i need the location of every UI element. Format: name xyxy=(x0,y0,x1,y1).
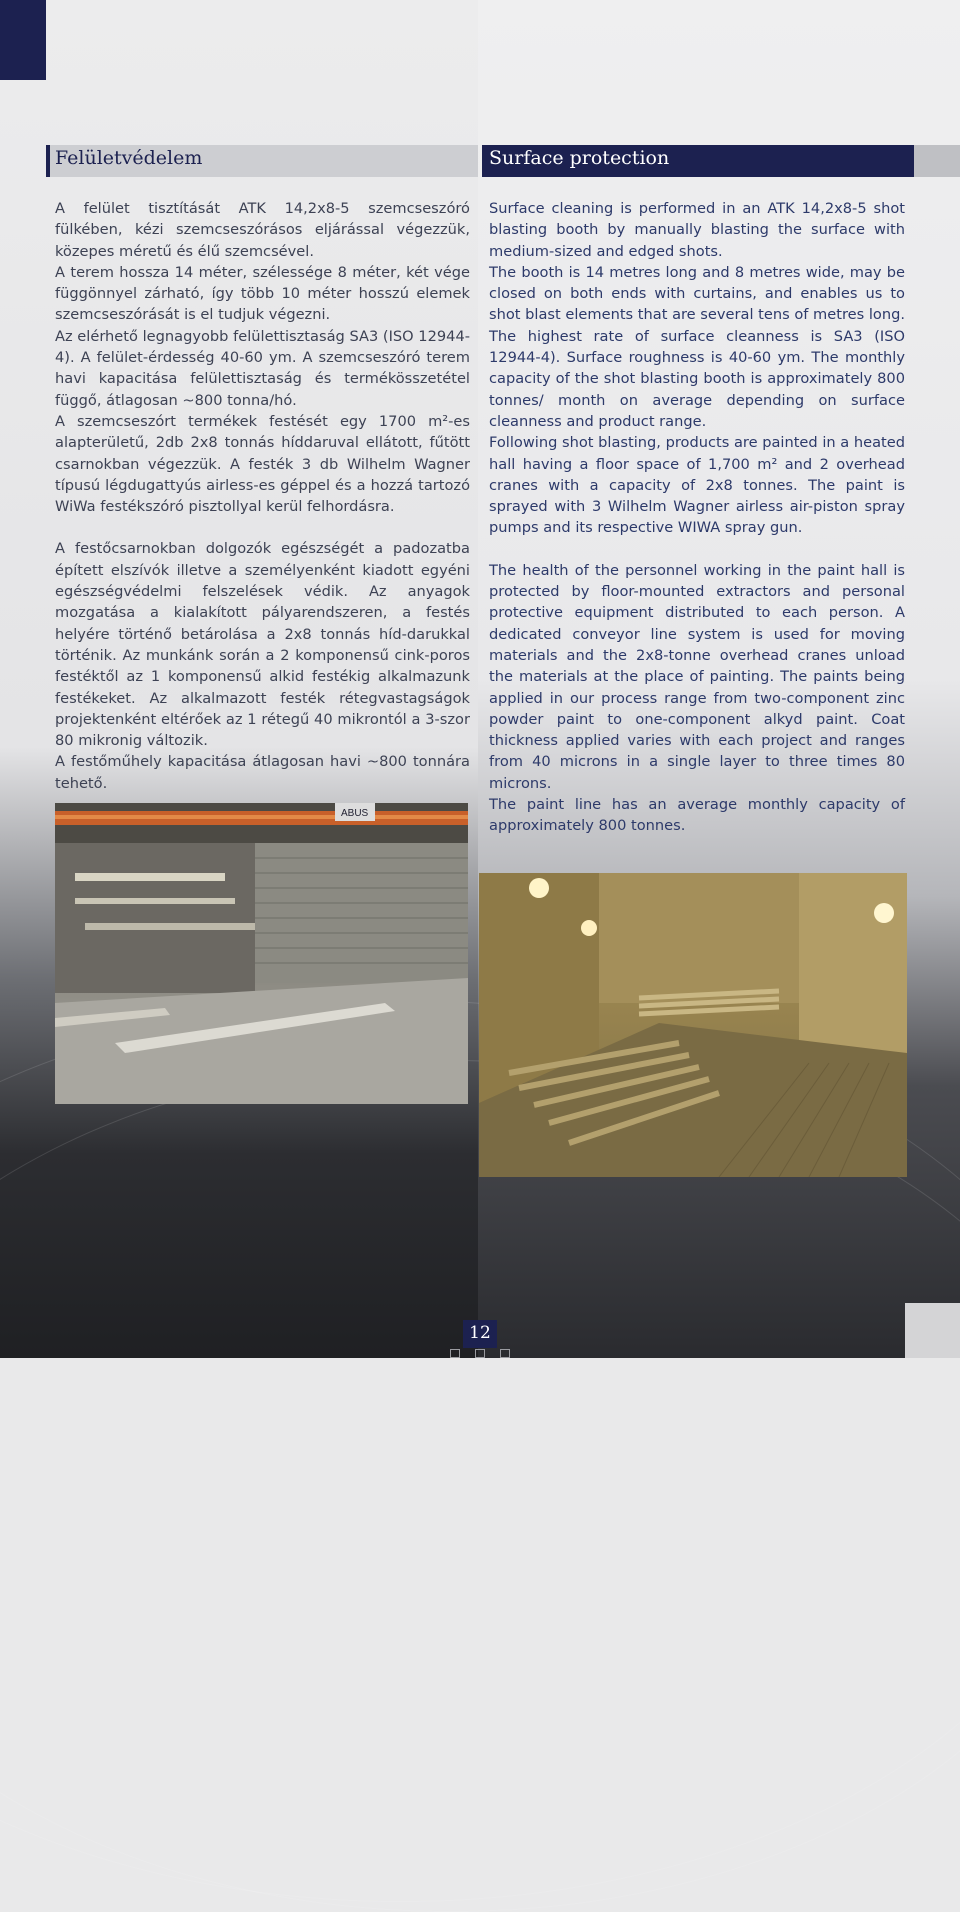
footer-square-icon xyxy=(450,1349,460,1358)
decorative-curve xyxy=(0,1060,960,1912)
paragraph: Following shot blasting, products are painted in a heated hall having a floor space of 1,700 m² and 2 overhead cranes with a capacity of 2x8 tonnes. The paint is sprayed with 3 Wilhelm Wagner airless air-piston spray pumps and its respective WIWA spray gun. xyxy=(489,434,905,537)
text-column-en xyxy=(489,198,905,837)
heading-hu: Felületvédelem xyxy=(55,147,203,169)
heading-en: Surface protection xyxy=(489,147,670,169)
paragraph: The booth is 14 metres long and 8 metres wide, may be closed on both ends with curtains, and enables us to shot blast elements that are several tens of metres long. xyxy=(489,263,905,324)
paragraph: A szemcseszórt termékek festését egy 1700 m²-es alapterületű, 2db 2x8 tonnás híddaruval ellátott, fűtött csarnokban végezzük. A festék 3 db Wilhelm Wagner típusú légdugattyús airless-es géppel és a hozzá tartozó WiWa festékszóró pisztollyal kerül felhordásra. xyxy=(55,412,470,516)
text-column-hu xyxy=(55,198,470,794)
paragraph: A terem hossza 14 méter, szélessége 8 méter, két vége függönnyel zárható, így több 10 méter hosszú elemek szemcseszórását is el tudjuk végezni. xyxy=(55,263,470,324)
paragraph: Surface cleaning is performed in an ATK 14,2x8-5 shot blasting booth by manually blasting the surface with medium-sized and edged shots. xyxy=(489,200,905,260)
corner-block xyxy=(905,1303,960,1358)
paragraph: A festőműhely kapacitása átlagosan havi ~800 tonnára tehető. xyxy=(55,753,470,792)
corner-block xyxy=(0,0,46,80)
paragraph: A festőcsarnokban dolgozók egészségét a padozatba épített elszívók illetve a személyenként kiadott egyéni egészségvédelmi felszelések védik. Az anyagok mozgatása a kialakított pályarendszeren, a festés helyére történő betárolása a 2x8 tonnás híd-darukkal történik. Az munkánk során a 2 komponensű cink-poros festéktől az 1 komponensű alkid festékig alkalmazunk festékeket. Az alkalmazott festék rétegvastagságok projektenként eltérőek az 1 rétegű 40 mikrontól a 3-szor 80 mikronig változik. xyxy=(55,540,470,750)
paragraph: The paint line has an average monthly capacity of approximately 800 tonnes. xyxy=(489,796,905,835)
paragraph: The highest rate of surface cleanness is SA3 (ISO 12944-4). Surface roughness is 40-60 ym. The monthly capacity of the shot blasting booth is approximately 800 tonnes/ month on average depending on surface cleanness and product range. xyxy=(489,327,905,430)
page-number: 12 xyxy=(469,1323,491,1343)
footer-square-icon xyxy=(475,1349,485,1358)
blasting-booth-photo xyxy=(479,873,907,1177)
heading-bar-tail xyxy=(914,145,960,177)
paragraph: The health of the personnel working in the paint hall is protected by floor-mounted extractors and personal protective equipment distributed to each person. A dedicated conveyor line system is used for moving materials and the 2x8-tonne overhead cranes unload the materials at the place of painting. The paints being applied in our process range from two-component zinc powder paint to one-component alkyd paint. Coat thickness applied varies with each project and ranges from 40 microns in a single layer to three times 80 microns. xyxy=(489,561,905,792)
footer-square-icon xyxy=(500,1349,510,1358)
paragraph: Az elérhető legnagyobb felülettisztaság SA3 (ISO 12944-4). A felület-érdesség 40-60 ym. A szemcseszóró terem havi kapacitása felülettisztaság és termékösszetétel függő, átlagosan ~800 tonna/hó. xyxy=(55,327,470,409)
paint-hall-illustration xyxy=(55,803,468,1104)
heading-accent xyxy=(46,145,50,177)
paragraph: A felület tisztítását ATK 14,2x8-5 szemcseszóró fülkében, kézi szemcseszórásos eljárással végezzük, közepes méretű és élű szemcsével. xyxy=(55,200,470,260)
crane-sign: ABUS xyxy=(341,808,369,819)
paint-hall-photo xyxy=(55,803,468,1104)
blasting-booth-illustration xyxy=(479,873,907,1177)
